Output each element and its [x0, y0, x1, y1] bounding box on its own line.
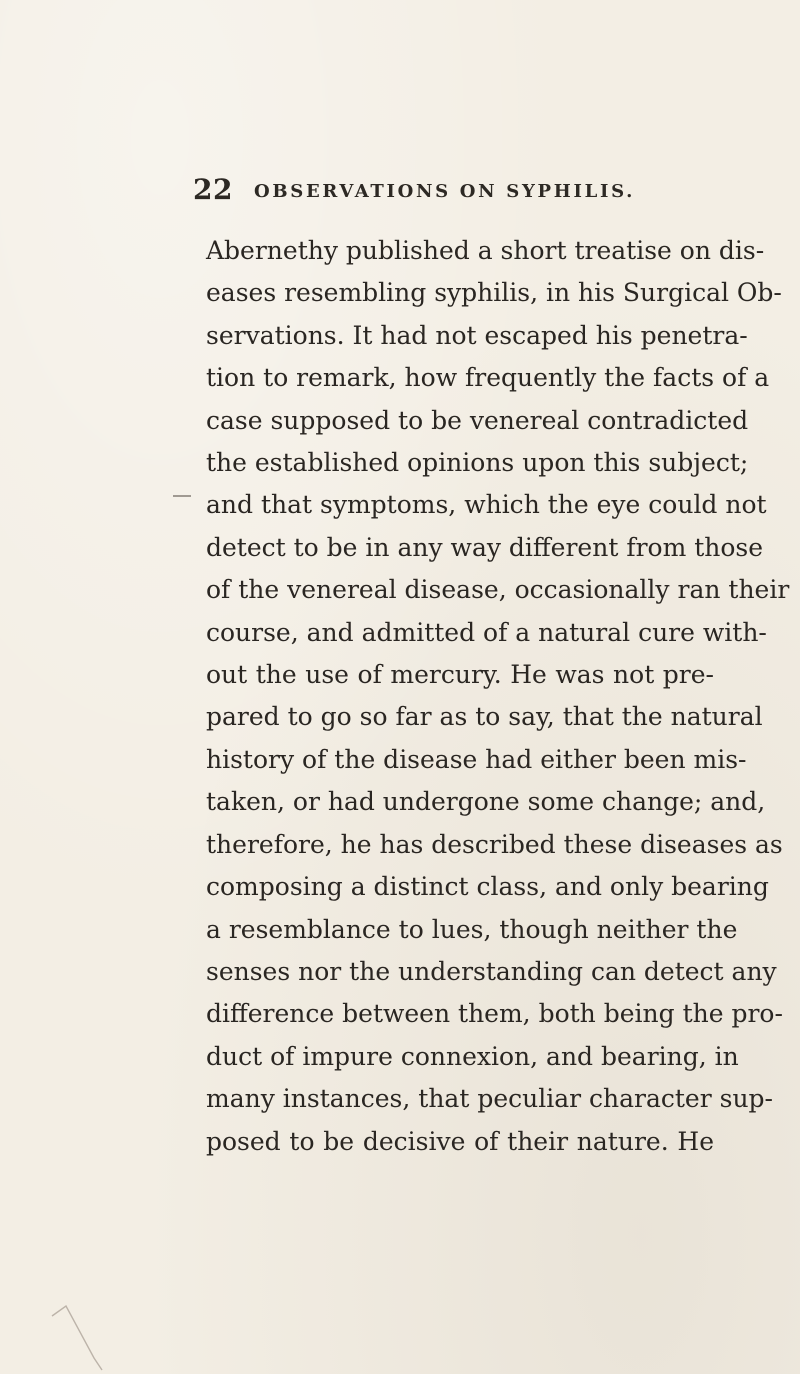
text-line: senses nor the understanding can detect any: [206, 956, 777, 986]
text-line: taken, or had undergone some change; and,: [206, 787, 766, 817]
text-line: out the use of mercury. He was not pre-: [206, 660, 714, 690]
body-text: [206, 230, 790, 1163]
running-head: OBSERVATIONS ON SYPHILIS.: [254, 181, 636, 202]
text-line: pared to go so far as to say, that the natural: [206, 702, 763, 732]
text-line: a resemblance to lues, though neither the: [206, 914, 738, 944]
text-line: therefore, he has described these diseases as: [206, 829, 783, 859]
text-line: difference between them, both being the pro-: [206, 999, 783, 1029]
text-line: duct of impure connexion, and bearing, in: [206, 1041, 739, 1071]
text-line: course, and admitted of a natural cure with-: [206, 617, 767, 647]
text-line: posed to be decisive of their nature. He: [206, 1126, 714, 1156]
text-line: history of the disease had either been mis-: [206, 744, 747, 774]
text-line: servations. It had not escaped his penetra-: [206, 320, 748, 350]
text-line: detect to be in any way different from those: [206, 532, 764, 562]
page-number: 22: [193, 173, 233, 206]
text-line: tion to remark, how frequently the facts of a: [206, 363, 770, 393]
text-line: and that symptoms, which the eye could not: [206, 490, 767, 520]
margin-dash-mark: [173, 495, 191, 497]
corner-crease-mark: [46, 1288, 116, 1374]
text-line: eases resembling syphilis, in his Surgical Ob-: [206, 278, 782, 308]
text-line: of the venereal disease, occasionally ran their: [206, 575, 790, 605]
text-line: composing a distinct class, and only bearing: [206, 872, 769, 902]
text-line: many instances, that peculiar character sup-: [206, 1084, 774, 1114]
text-line: case supposed to be venereal contradicted: [206, 405, 749, 435]
text-line: the established opinions upon this subject;: [206, 448, 749, 478]
text-line: Abernethy published a short treatise on dis-: [206, 236, 765, 265]
